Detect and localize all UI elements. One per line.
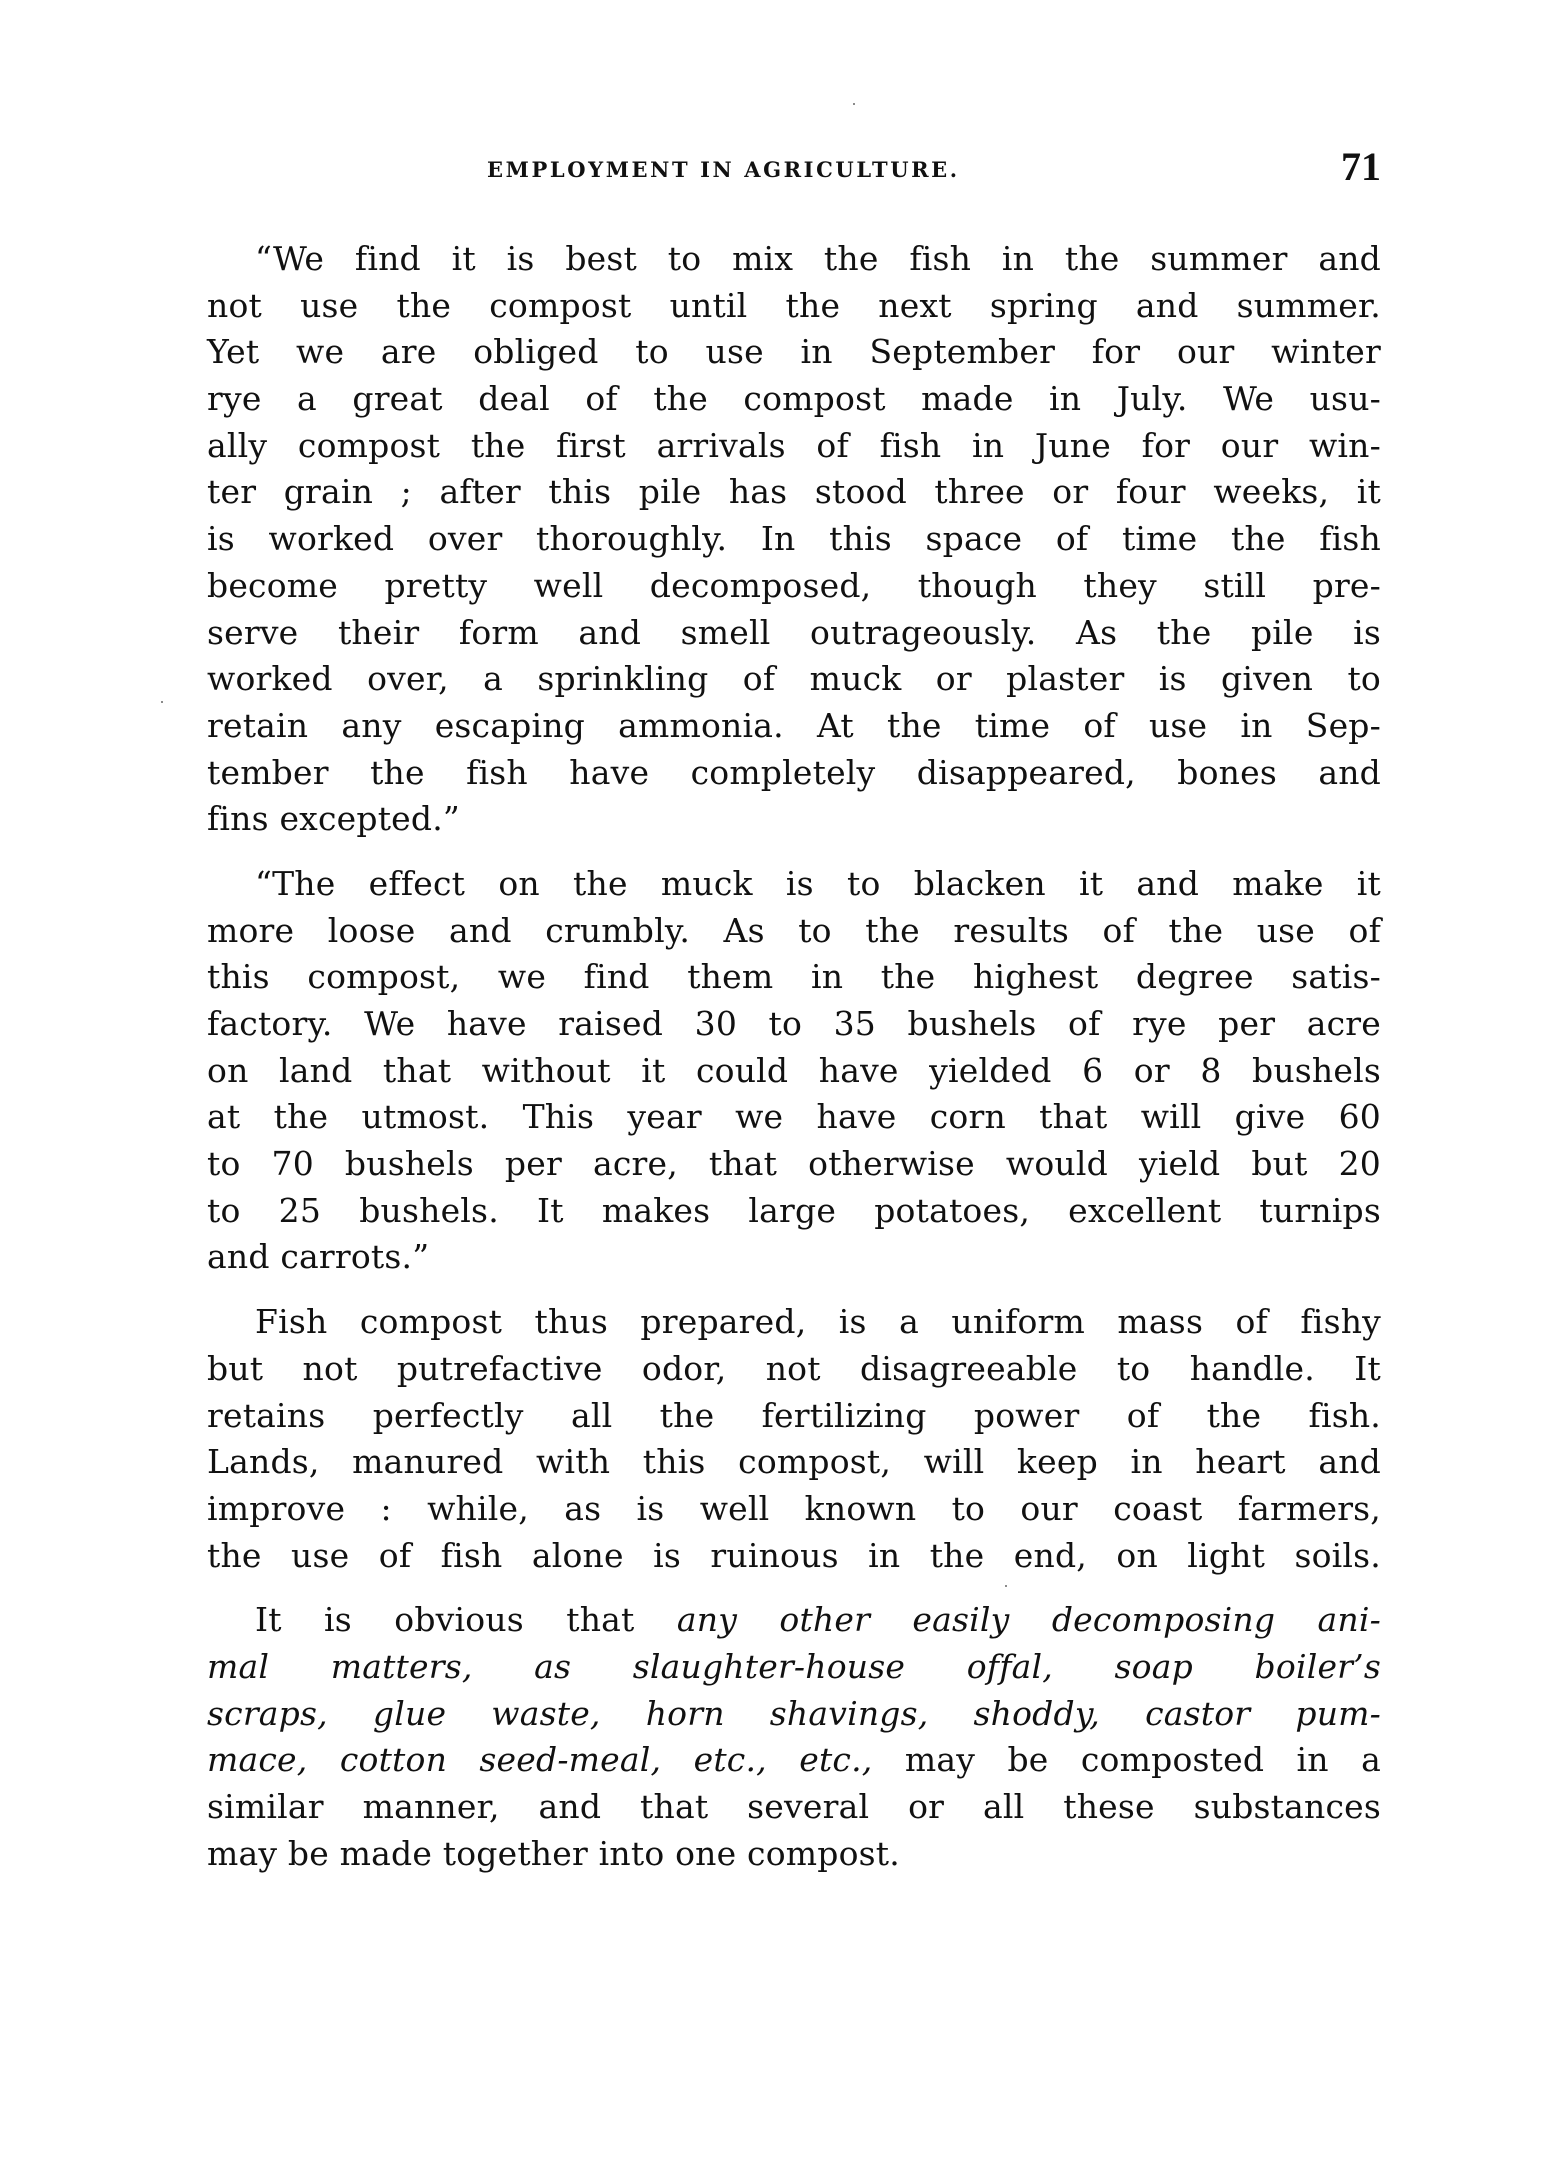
text-line: to 25 bushels. It makes large potatoes, excellent turnips	[207, 1190, 1381, 1230]
text-line: more loose and crumbly. As to the results of the use of	[207, 910, 1381, 950]
paragraph-quote-fish-mixing	[207, 236, 1381, 843]
text-line: retain any escaping ammonia. At the time of use in Sep-	[207, 705, 1381, 745]
text-line: but not putrefactive odor, not disagreeable to handle. It	[207, 1348, 1381, 1388]
italic-run: as slaughter-house offal, soap boiler’s	[534, 1646, 1381, 1686]
paragraph-fish-compost-prepared	[207, 1299, 1381, 1579]
text-line: fins excepted.”	[207, 799, 460, 839]
text-line: the use of fish alone is ruinous in the end, on light soils.	[207, 1535, 1381, 1575]
text-line: “The effect on the muck is to blacken it and make it	[255, 863, 1381, 903]
text-line: is worked over thoroughly. In this space of time the fish	[207, 519, 1381, 559]
text-line: and carrots.”	[207, 1237, 430, 1277]
print-speck	[1005, 1585, 1007, 1587]
running-title: EMPLOYMENT IN AGRICULTURE.	[487, 157, 960, 182]
text-line: Lands, manured with this compost, will keep in heart and	[207, 1442, 1381, 1482]
roman-run: similar manner, and that several or all these substances	[207, 1787, 1381, 1826]
text-line: not use the compost until the next spring and summer.	[207, 285, 1381, 325]
italic-run: any other easily decomposing ani-	[676, 1600, 1381, 1640]
text-line: worked over, a sprinkling of muck or plaster is given to	[207, 659, 1381, 699]
paragraph-other-animal-matters	[207, 1597, 1381, 1877]
page-number: 71	[1341, 144, 1381, 189]
roman-run	[473, 1647, 535, 1686]
roman-run: may be composted in a	[872, 1740, 1381, 1780]
text-line: to 70 bushels per acre, that otherwise would yield but 20	[207, 1144, 1381, 1184]
roman-run: may be made together into one compost.	[207, 1833, 900, 1873]
italic-run: mal matters,	[207, 1646, 473, 1686]
italic-run: mace, cotton seed-meal, etc., etc.,	[207, 1740, 873, 1780]
text-line	[207, 1737, 1381, 1784]
roman-run: It is obvious that	[255, 1600, 677, 1640]
body-text	[207, 236, 1381, 1877]
print-speck	[161, 701, 163, 703]
text-line: factory. We have raised 30 to 35 bushels of rye per acre	[207, 1004, 1381, 1043]
paragraph-quote-effect-on-muck	[207, 861, 1381, 1281]
text-line: ally compost the first arrivals of fish in June for our win-	[207, 425, 1381, 465]
text-line: “We find it is best to mix the fish in the summer and	[255, 239, 1381, 278]
text-line: retains perfectly all the fertilizing power of the fish.	[207, 1395, 1381, 1435]
text-line	[207, 1784, 1381, 1831]
text-line: improve : while, as is well known to our coast farmers,	[207, 1488, 1381, 1528]
text-line	[207, 1597, 1381, 1644]
text-line	[207, 1691, 1381, 1738]
text-line: rye a great deal of the compost made in July. We usu-	[207, 379, 1381, 419]
running-head	[207, 144, 1381, 190]
text-line: become pretty well decomposed, though they still pre-	[207, 565, 1381, 605]
text-line: this compost, we find them in the highest degree satis-	[207, 957, 1381, 997]
print-speck	[853, 103, 855, 105]
text-line	[207, 1644, 1381, 1691]
text-line: ter grain ; after this pile has stood three or four weeks, it	[207, 472, 1381, 512]
text-line: Yet we are obliged to use in September for our winter	[207, 332, 1381, 372]
text-line: Fish compost thus prepared, is a uniform mass of fishy	[255, 1302, 1381, 1342]
text-line: tember the fish have completely disappeared, bones and	[207, 752, 1381, 792]
text-line	[207, 1831, 1381, 1878]
text-line: at the utmost. This year we have corn that will give 60	[207, 1097, 1381, 1137]
text-line: on land that without it could have yielded 6 or 8 bushels	[207, 1050, 1381, 1090]
italic-run: scraps, glue waste, horn shavings, shoddy, castor pum-	[207, 1693, 1381, 1733]
text-line: serve their form and smell outrageously. As the pile is	[207, 612, 1381, 652]
